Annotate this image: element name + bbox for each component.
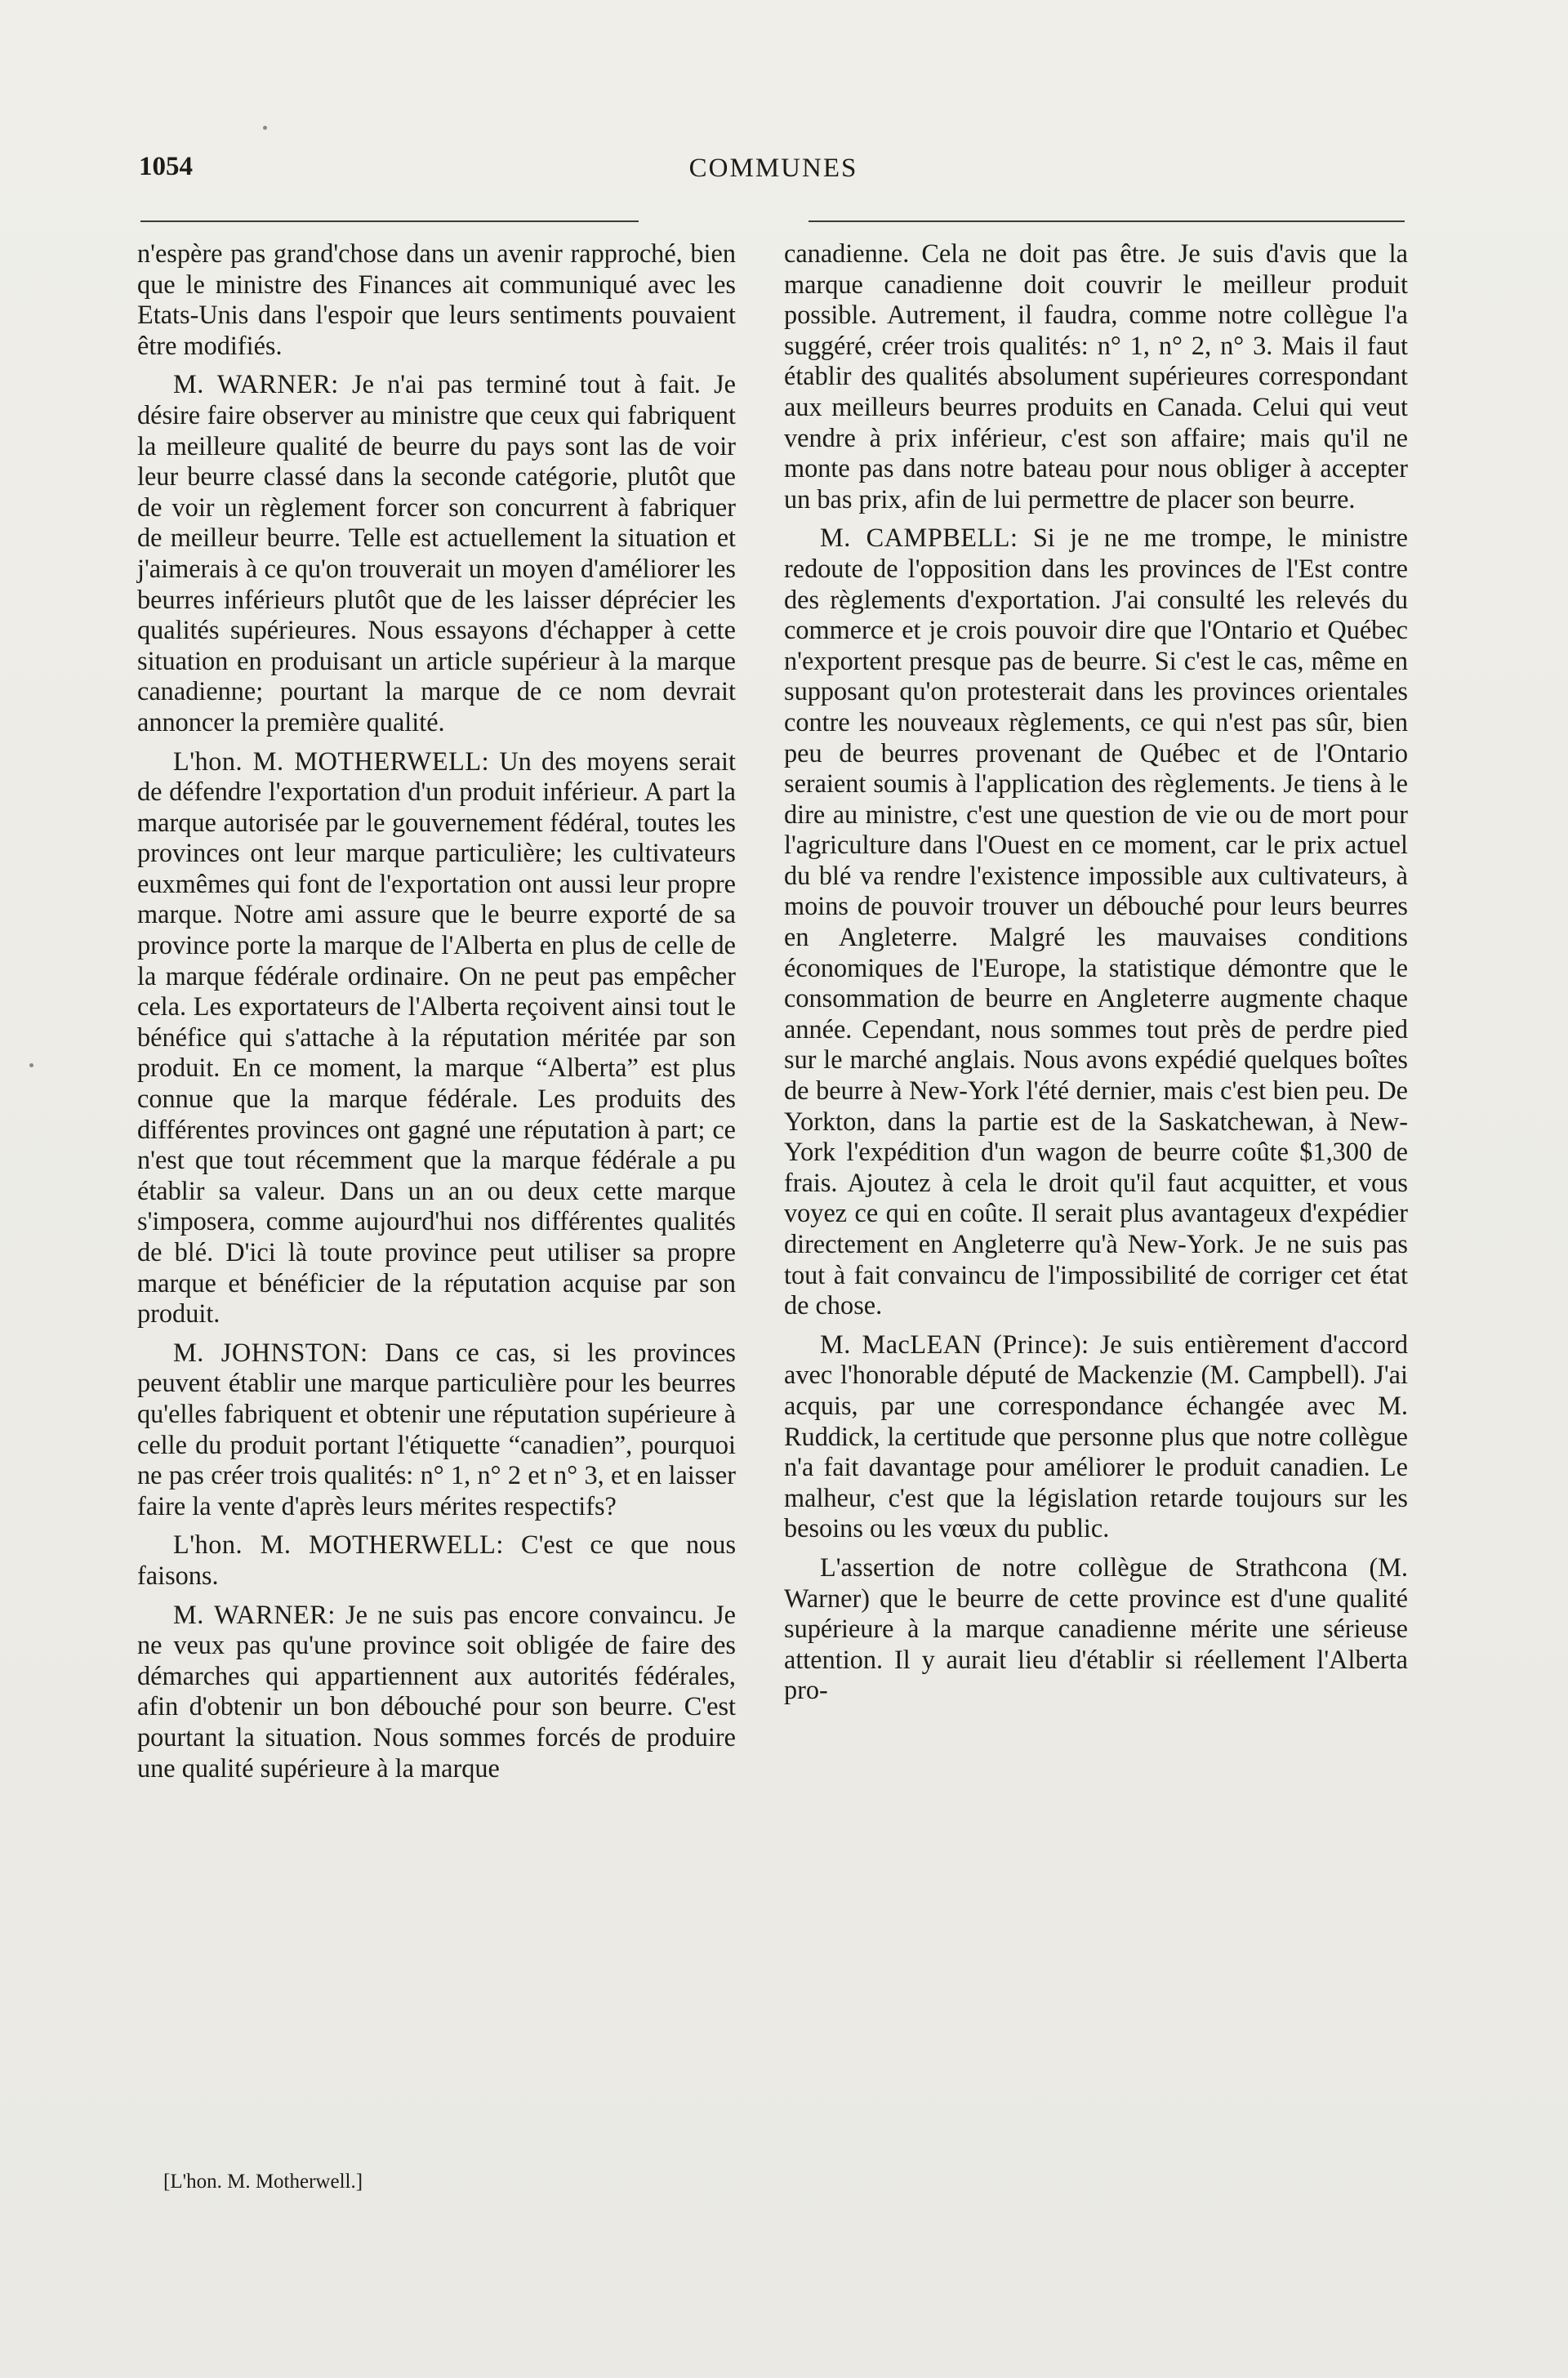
left-column [137, 238, 736, 1792]
paragraph [137, 1600, 736, 1784]
paragraph [137, 238, 736, 361]
paragraph-text: C'est ce que nous faisons. [137, 1530, 737, 1590]
paragraph [784, 523, 1408, 1320]
paper-speck [29, 1063, 33, 1067]
paragraph-text: Un des moyens serait de défendre l'exportation d'un produit inférieur. A part la marque autorisée par le gouvernement fédéral, toutes les provinces ont leur marque particulière; les cultivateurs euxmêmes qui font de l'exportation ont aussi leur propre marque. Notre ami assure que le beurre exporté de sa province porte la marque de l'Alberta en plus de celle de la marque fédérale ordinaire. On ne peut pas empêcher cela. Les exportateurs de l'Alberta reçoivent ainsi tout le bénéfice qui s'attache à la réputation méritée par son produit. En ce moment, la marque “Alberta” est plus connue que la marque fédérale. Les produits des différentes provinces ont gagné une réputation à part; ce n'est que tout récemment que la marque fédérale a pu établir sa valeur. Dans un an ou deux cette marque s'imposera, comme aujourd'hui nos différentes qualités de blé. D'ici là toute province peut utiliser sa propre marque et bénéficier de la réputation acquise par son produit. [137, 746, 736, 1329]
paragraph-text: Je suis entièrement d'accord avec l'honorable député de Mackenzie (M. Campbell). J'ai acquis, par une correspondance échangée avec M. Ruddick, la certitude que personne plus que notre collègue n'a fait davantage pour améliorer le produit canadien. Le malheur, c'est que la législation retarde toujours sur les besoins ou les vœux du public. [784, 1329, 1408, 1543]
paragraph-text: Je ne suis pas encore convaincu. Je ne veux pas qu'une province soit obligée de faire des démarches qui appartiennent aux autorités fédérales, afin d'obtenir un bon débouché pour son beurre. C'est pourtant la situation. Nous sommes forcés de produire une qualité supérieure à la marque [137, 1599, 736, 1783]
right-column [784, 238, 1408, 1714]
running-title: COMMUNES [688, 154, 858, 183]
speaker-name: M. CAMPBELL: [820, 523, 1018, 553]
paragraph-text: Dans ce cas, si les provinces peuvent établir une marque particulière pour les beurres qu'elles fabriquent et obtenir une réputation supérieure à celle du produit portant l'étiquette “canadien”, pourquoi ne pas créer trois qualités: n° 1, n° 2 et n° 3, et en laisser faire la vente d'après leurs mérites respectifs? [137, 1337, 736, 1521]
page-number: 1054 [139, 152, 193, 181]
paragraph [137, 746, 736, 1329]
speaker-name: M. JOHNSTON: [173, 1337, 368, 1367]
speaker-name: M. MacLEAN (Prince): [820, 1329, 1089, 1359]
paragraph-text: canadienne. Cela ne doit pas être. Je suis d'avis que la marque canadienne doit couvrir le meilleur produit possible. Autrement, il faudra, comme notre collègue l'a suggéré, créer trois qualités: n° 1, n° 2, n° 3. Mais il faut établir des qualités absolument supérieures correspondant aux meilleurs beurres produits en Canada. Celui qui veut vendre à prix inférieur, c'est son affaire; mais qu'il ne monte pas dans notre bateau pour nous obliger à accepter un bas prix, afin de lui permettre de placer son beurre. [784, 238, 1408, 514]
speaker-name: L'hon. M. MOTHERWELL: [173, 746, 490, 776]
paragraph-text: L'assertion de notre collègue de Strathcona (M. Warner) que le beurre de cette province est d'une qualité supérieure à la marque canadienne mérite une sérieuse attention. Il y aurait lieu d'établir si réellement l'Alberta pro- [784, 1552, 1408, 1705]
speaker-name: M. WARNER: [173, 369, 339, 399]
paper-speck [263, 126, 267, 130]
paragraph [784, 238, 1408, 514]
header-rule-left [140, 220, 639, 222]
header-rule-right [808, 220, 1405, 222]
paragraph [784, 1552, 1408, 1706]
paragraph [784, 1329, 1408, 1544]
paragraph-text: n'espère pas grand'chose dans un avenir rapproché, bien que le ministre des Finances ait communiqué avec les Etats-Unis dans l'espoir que leurs sentiments pouvaient être modifiés. [137, 238, 736, 360]
speaker-name: M. WARNER: [173, 1599, 336, 1629]
paragraph [137, 369, 736, 737]
paragraph [137, 1530, 736, 1591]
page-header [137, 152, 1410, 201]
paragraph-text: Si je ne me trompe, le ministre redoute de l'opposition dans les provinces de l'Est contre des règlements d'exportation. J'ai consulté les relevés du commerce et je crois pouvoir dire que l'Ontario et Québec n'exportent presque pas de beurre. Si c'est le cas, même en supposant qu'on protesterait dans les provinces orientales contre les nouveaux règlements, ce qui n'est pas sûr, bien peu de beurres provenant de Québec et de l'Ontario seraient soumis à l'application des règlements. Je tiens à le dire au ministre, c'est une question de vie ou de mort pour l'agriculture dans l'Ouest en ce moment, car le prix actuel du blé va rendre l'existence impossible aux cultivateurs, à moins de pouvoir trouver un débouché pour leurs beurres en Angleterre. Malgré les mauvaises conditions économiques de l'Europe, la statistique démontre que le consommation de beurre en Angleterre augmente chaque année. Cependant, nous sommes tout près de perdre pied sur le marché anglais. Nous avons expédié quelques boîtes de beurre à New-York l'été dernier, mais c'est bien peu. De Yorkton, dans la partie est de la Saskatchewan, à New-York l'expédition d'un wagon de beurre coûte $1,300 de frais. Ajoutez à cela le droit qu'il faut acquitter, et vous voyez ce qui en coûte. Il serait plus avantageux d'expédier directement en Angleterre qu'à New-York. Je ne suis pas tout à fait convaincu de l'impossibilité de corriger cet état de chose. [784, 523, 1408, 1320]
paragraph [137, 1338, 736, 1522]
footer-reference: [L'hon. M. Motherwell.] [163, 2171, 363, 2193]
paragraph-text: Je n'ai pas terminé tout à fait. Je désire faire observer au ministre que ceux qui fabriquent la meilleure qualité de beurre du pays sont las de voir leur beurre classé dans la seconde catégorie, plutôt que de voir un règlement forcer son concurrent à fabriquer de meilleur beurre. Telle est actuellement la situation et j'aimerais à ce qu'on trouverait un moyen d'améliorer les beurres inférieurs plutôt que de les laisser déprécier les qualités supérieures. Nous essayons d'échapper à cette situation en produisant un article supérieur à la marque canadienne; pourtant la marque de ce nom devrait annoncer la première qualité. [137, 369, 737, 737]
speaker-name: L'hon. M. MOTHERWELL: [173, 1530, 504, 1560]
